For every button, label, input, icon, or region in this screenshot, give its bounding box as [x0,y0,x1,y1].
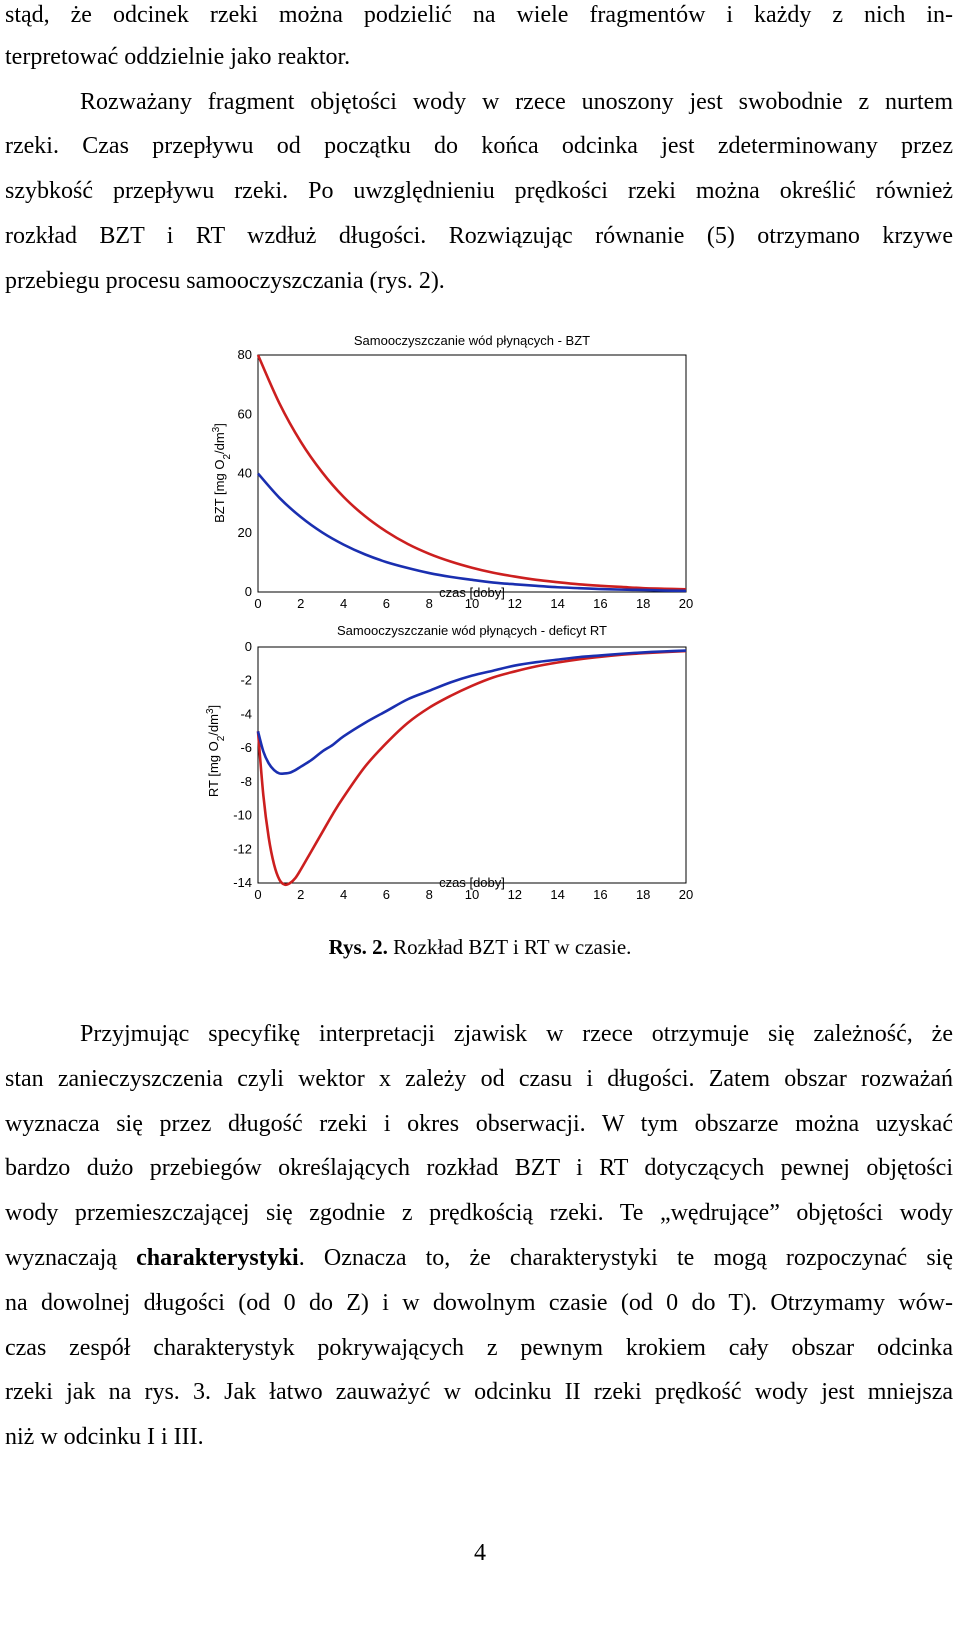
bzt-chart [0,325,960,625]
text-line: niż w odcinku I i III. [5,1424,204,1450]
y-tick-label: -10 [233,807,252,823]
x-tick-label: 12 [507,887,523,902]
x-tick-label: 0 [254,596,262,611]
chart-title: Samooczyszczanie wód płynących - BZT [353,333,591,348]
x-axis-label: czas [doby] [439,585,505,600]
x-tick-label: 16 [593,596,608,611]
x-tick-label: 4 [339,887,348,902]
x-tick-label: 14 [550,887,565,902]
text-line: bardzo dużo przebiegów określających rozkład BZT i RT dotyczących pewnej objętości [5,1155,953,1181]
x-tick-label: 14 [550,596,565,611]
y-tick-label: 60 [237,406,252,422]
x-tick-label: 8 [425,596,433,611]
y-tick-label: -4 [240,706,252,722]
text-line: rzeki jak na rys. 3. Jak łatwo zauważyć w odcinku II rzeki prędkość wody jest mniejsza [5,1379,953,1405]
rt-chart [0,617,960,917]
chart-title: Samooczyszczanie wód płynących - deficyt RT [337,623,607,638]
y-tick-label: -6 [240,740,252,756]
series-line [258,651,686,885]
text-line [5,1243,953,1273]
y-tick-label: 0 [244,639,252,654]
y-axis-label: RT [mg $O_2/dm^3$] [204,704,227,798]
series-line [258,474,686,591]
plot-area [258,647,686,883]
text-line: Przyjmując specyfikę interpretacji zjawisk w rzece otrzymuje się zależność, że [80,1021,953,1047]
text-line: na dowolnej długości (od 0 do Z) i w dowolnym czasie (od 0 do T). Otrzymamy wów- [5,1290,953,1316]
text-line: stąd, że odcinek rzeki można podzielić na wiele fragmentów i każdy z nich in- [5,2,953,28]
x-axis-label: czas [doby] [439,875,505,890]
text-line: rzeki. Czas przepływu od początku do końca odcinka jest zdeterminowany przez [5,133,953,159]
text-line: Rozważany fragment objętości wody w rzece unoszony jest swobodnie z nurtem [80,89,953,115]
y-tick-label: -14 [233,875,252,890]
y-axis-label: BZT [mg $O_2/dm^3$] [210,423,233,523]
x-tick-label: 4 [339,596,348,611]
y-tick-label: -2 [240,672,252,688]
x-tick-label: 2 [297,887,305,902]
x-tick-label: 8 [425,887,433,902]
text-line: przebiegu procesu samooczyszczania (rys. 2). [5,268,445,294]
text-line: stan zanieczyszczenia czyli wektor x zależy od czasu i długości. Zatem obszar rozważań [5,1066,953,1092]
series-line [258,651,686,774]
x-tick-label: 16 [593,887,608,902]
x-tick-label: 20 [678,596,694,611]
x-tick-label: 18 [635,596,651,611]
y-tick-label: 0 [244,584,252,599]
text-line: wody przemieszczającej się zgodnie z prędkością rzeki. Te „wędrujące” objętości wody [5,1200,953,1226]
x-tick-label: 20 [678,887,694,902]
y-tick-label: 80 [237,347,252,362]
x-tick-label: 2 [297,596,305,611]
y-tick-label: -12 [233,841,252,857]
caption-text: Rozkład BZT i RT w czasie. [387,935,632,959]
text-run: . Oznacza to, że charakterystyki te mogą rozpoczynać się [298,1245,954,1271]
bold-term: charakterystyki [136,1245,299,1271]
x-tick-label: 6 [382,596,391,611]
text-line: terpretować oddzielnie jako reaktor. [5,44,351,70]
text-line: szybkość przepływu rzeki. Po uwzględnieniu prędkości rzeki można określić również [5,178,953,204]
x-tick-label: 10 [464,596,480,611]
page-number: 4 [474,1540,486,1566]
figure-caption [0,935,960,960]
text-line: czas zespół charakterystyk pokrywających z pewnym krokiem cały obszar odcinka [5,1335,953,1361]
y-tick-label: -8 [240,773,252,789]
x-tick-label: 18 [635,887,651,902]
caption-label: Rys. 2. [328,935,388,959]
x-tick-label: 10 [464,887,480,902]
x-tick-label: 12 [507,596,523,611]
y-tick-label: 20 [237,524,252,540]
series-line [258,355,686,589]
text-run: wyznaczają [5,1245,137,1271]
text-line: rozkład BZT i RT wzdłuż długości. Rozwiązując równanie (5) otrzymano krzywe [5,223,953,249]
text-line: wyznacza się przez długość rzeki i okres obserwacji. W tym obszarze można uzyskać [5,1111,953,1137]
x-tick-label: 6 [382,887,391,902]
x-tick-label: 0 [254,887,262,902]
y-tick-label: 40 [237,465,252,481]
